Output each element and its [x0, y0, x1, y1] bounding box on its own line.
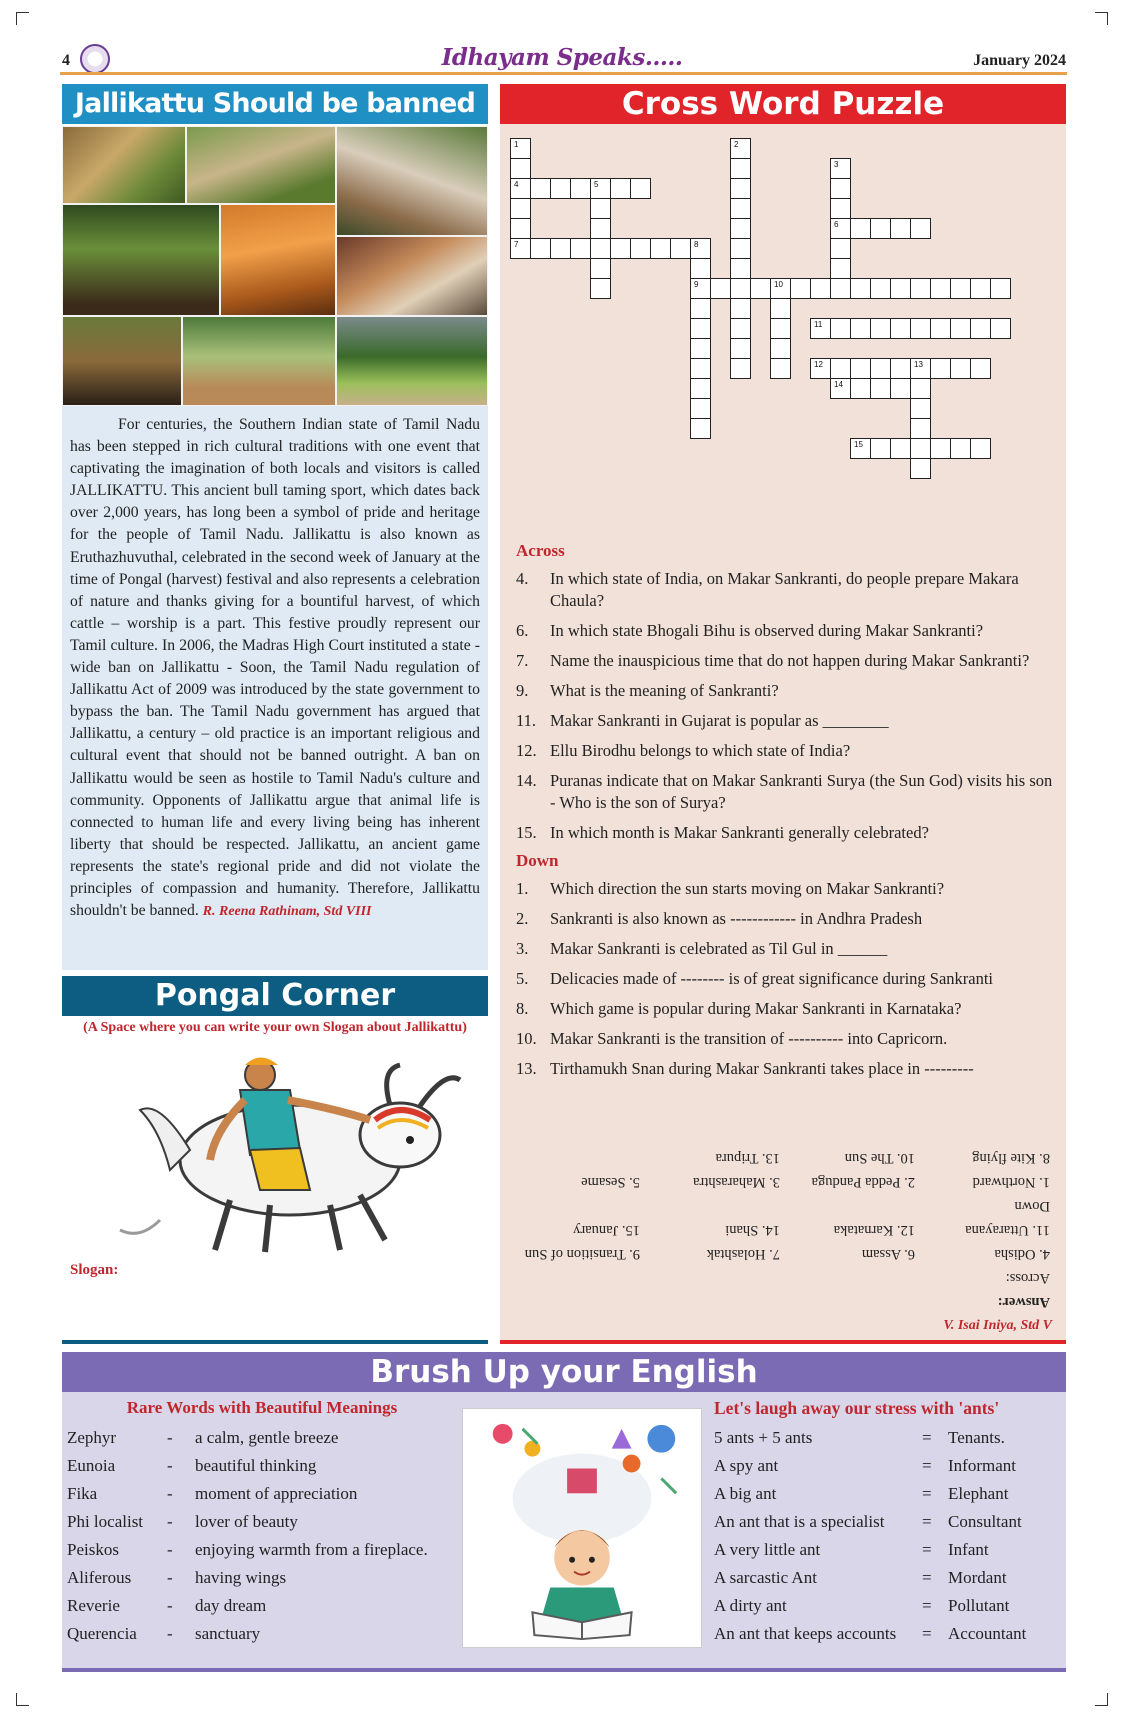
- answer-item: 5. Sesame: [581, 1174, 640, 1190]
- answer-item: 2. Pedda Panduga: [811, 1174, 915, 1190]
- down-clue: [516, 968, 1056, 990]
- equals-sign: =: [922, 1624, 932, 1643]
- answer-item: 11. Uttarayana: [965, 1222, 1050, 1238]
- rare-word: Peiskos: [67, 1540, 119, 1559]
- clue-number: 2.: [516, 909, 529, 928]
- rare-word: Zephyr: [67, 1428, 117, 1447]
- pongal-bottom-rule: [62, 1340, 488, 1344]
- answers-across-label: Across:: [1005, 1270, 1050, 1286]
- ant-answer: Pollutant: [948, 1596, 1010, 1615]
- answer-item: 13. Tripura: [715, 1150, 780, 1166]
- ant-answer: Elephant: [948, 1484, 1009, 1503]
- answers-across-row-1: [520, 1242, 1050, 1266]
- dash: -: [167, 1568, 173, 1587]
- clue-number: 12.: [516, 741, 537, 760]
- clue-number: 11.: [516, 711, 537, 730]
- answers-down-row-1: [520, 1170, 1050, 1194]
- crop-mark-top-left: [16, 12, 29, 25]
- crossword-cell-number: 7: [514, 240, 519, 249]
- ants-list: [714, 1424, 1064, 1648]
- jallikattu-title: Jallikattu Should be banned: [62, 84, 488, 124]
- down-clue: [516, 1058, 1056, 1080]
- jallikattu-photo-collage: [62, 126, 488, 406]
- across-clue: [516, 710, 1056, 732]
- rare-word-row: [67, 1452, 467, 1480]
- equals-sign: =: [922, 1428, 932, 1447]
- crossword-cell-number: 3: [834, 160, 839, 169]
- crossword-cell-number: 11: [814, 320, 823, 329]
- clue-number: 10.: [516, 1029, 537, 1048]
- ant-question: 5 ants + 5 ants: [714, 1428, 813, 1447]
- slogan-label: Slogan:: [70, 1262, 119, 1278]
- rare-word-meaning: sanctuary: [195, 1624, 261, 1643]
- rare-word: Eunoia: [67, 1456, 116, 1475]
- down-clue: [516, 908, 1056, 930]
- dash: -: [167, 1456, 173, 1475]
- rare-word: Reverie: [67, 1596, 120, 1615]
- equals-sign: =: [922, 1568, 932, 1587]
- ant-question: An ant that keeps accounts: [714, 1624, 897, 1643]
- ant-question: A dirty ant: [714, 1596, 787, 1615]
- crossword-cell-number: 14: [834, 380, 843, 389]
- equals-sign: =: [922, 1484, 932, 1503]
- answers-label: Answer:: [997, 1294, 1050, 1310]
- down-clue: [516, 1028, 1056, 1050]
- header-rule: [60, 72, 1067, 75]
- ant-joke-row: [714, 1424, 1064, 1452]
- crossword-cell-number: 9: [694, 280, 699, 289]
- rare-word-meaning: enjoying warmth from a fireplace.: [195, 1540, 428, 1559]
- crossword-title: Cross Word Puzzle: [500, 84, 1066, 124]
- crossword-cell-number: 12: [814, 360, 823, 369]
- rare-word-meaning: a calm, gentle breeze: [195, 1428, 339, 1447]
- rare-words-list: [67, 1424, 467, 1648]
- ant-answer: Informant: [948, 1456, 1016, 1475]
- across-clue-list: [516, 568, 1056, 844]
- rare-word-row: [67, 1592, 467, 1620]
- rare-word-row: [67, 1480, 467, 1508]
- down-clue: [516, 998, 1056, 1020]
- ant-joke-row: [714, 1508, 1064, 1536]
- equals-sign: =: [922, 1596, 932, 1615]
- crop-mark-bottom-left: [16, 1693, 29, 1706]
- across-clue: [516, 620, 1056, 642]
- across-clue: [516, 568, 1056, 612]
- rare-word-row: [67, 1508, 467, 1536]
- rare-word-row: [67, 1620, 467, 1648]
- photo-offerings: [62, 126, 186, 204]
- rare-word-meaning: day dream: [195, 1596, 267, 1615]
- english-bottom-rule: [62, 1668, 1066, 1672]
- clue-text: What is the meaning of Sankranti?: [550, 681, 779, 700]
- bull-tamer-illustration: [100, 1040, 470, 1260]
- photo-bull-white: [336, 126, 488, 236]
- boy-reading-illustration: [462, 1408, 702, 1648]
- dash: -: [167, 1596, 173, 1615]
- rare-word-row: [67, 1536, 467, 1564]
- answer-item: 1. Northward: [972, 1174, 1050, 1190]
- ants-title: Let's laugh away our stress with 'ants': [714, 1398, 1000, 1418]
- crossword-cell-number: 1: [514, 140, 519, 149]
- clue-number: 6.: [516, 621, 529, 640]
- ant-answer: Consultant: [948, 1512, 1022, 1531]
- answers-down-row-2: [520, 1146, 1050, 1170]
- answer-item: 10. The Sun: [844, 1150, 915, 1166]
- clue-number: 8.: [516, 999, 529, 1018]
- clue-text: Makar Sankranti is celebrated as Til Gul in ______: [550, 939, 888, 958]
- answer-item: 3. Maharashtra: [693, 1174, 780, 1190]
- ant-answer: Tenants.: [948, 1428, 1005, 1447]
- ant-joke-row: [714, 1452, 1064, 1480]
- issue-date: January 2024: [973, 52, 1066, 69]
- down-clue-list: [516, 878, 1056, 1080]
- crossword-cell-number: 8: [694, 240, 699, 249]
- jallikattu-author: R. Reena Rathinam, Std VIII: [202, 904, 372, 920]
- clue-number: 4.: [516, 569, 529, 588]
- ant-question: An ant that is a specialist: [714, 1512, 885, 1531]
- crop-mark-bottom-right: [1095, 1693, 1108, 1706]
- crossword-author: V. Isai Iniya, Std V: [943, 1318, 1052, 1333]
- answers-down-label: Down: [1014, 1198, 1050, 1214]
- ant-question: A sarcastic Ant: [714, 1568, 817, 1587]
- crossword-cell-number: 15: [854, 440, 863, 449]
- equals-sign: =: [922, 1512, 932, 1531]
- ant-question: A big ant: [714, 1484, 777, 1503]
- photo-bullock-race: [182, 316, 336, 406]
- crossword-cell-number: 2: [734, 140, 739, 149]
- dash: -: [167, 1540, 173, 1559]
- crossword-cell-number: 4: [514, 180, 519, 189]
- ant-joke-row: [714, 1536, 1064, 1564]
- rare-word: Aliferous: [67, 1568, 132, 1587]
- crossword-clues: [516, 540, 1056, 1088]
- ant-joke-row: [714, 1480, 1064, 1508]
- rare-word-row: [67, 1564, 467, 1592]
- clue-text: Which direction the sun starts moving on Makar Sankranti?: [550, 879, 945, 898]
- clue-text: Delicacies made of -------- is of great significance during Sankranti: [550, 969, 994, 988]
- answers-across-row-2: [520, 1218, 1050, 1242]
- down-clue: [516, 878, 1056, 900]
- ant-joke-row: [714, 1620, 1064, 1648]
- rare-word-meaning: moment of appreciation: [195, 1484, 358, 1503]
- photo-banana-leaf-feast: [336, 316, 488, 406]
- ant-question: A spy ant: [714, 1456, 779, 1475]
- photo-crowd-bull: [336, 236, 488, 316]
- across-heading: Across: [516, 541, 565, 560]
- page-number: 4: [62, 52, 70, 69]
- clue-number: 13.: [516, 1059, 537, 1078]
- ant-joke-row: [714, 1564, 1064, 1592]
- down-heading: Down: [516, 851, 559, 870]
- answer-item: 6. Assam: [861, 1246, 915, 1262]
- rare-word: Phi localist: [67, 1512, 144, 1531]
- clue-number: 3.: [516, 939, 529, 958]
- dash: -: [167, 1512, 173, 1531]
- down-clue: [516, 938, 1056, 960]
- clue-text: Makar Sankranti is the transition of ---------- into Capricorn.: [550, 1029, 948, 1048]
- rare-word: Fika: [67, 1484, 98, 1503]
- answer-item: 15. January: [573, 1222, 640, 1238]
- ant-joke-row: [714, 1592, 1064, 1620]
- crossword-cell-number: 13: [914, 360, 923, 369]
- clue-text: Puranas indicate that on Makar Sankranti Surya (the Sun God) visits his son - Who is the son of Surya?: [550, 771, 1053, 812]
- rare-word-meaning: lover of beauty: [195, 1512, 298, 1531]
- crop-mark-top-right: [1095, 12, 1108, 25]
- clue-number: 14.: [516, 771, 537, 790]
- ant-question: A very little ant: [714, 1540, 821, 1559]
- answer-item: 12. Karnataka: [833, 1222, 915, 1238]
- ant-answer: Infant: [948, 1540, 989, 1559]
- across-clue: [516, 680, 1056, 702]
- clue-text: Ellu Birodhu belongs to which state of India?: [550, 741, 851, 760]
- rare-word-meaning: beautiful thinking: [195, 1456, 317, 1475]
- photo-bull-taming: [62, 316, 182, 406]
- crossword-answers-upside-down: [520, 1138, 1050, 1314]
- clue-text: In which month is Makar Sankranti generally celebrated?: [550, 823, 929, 842]
- clue-text: In which state of India, on Makar Sankranti, do people prepare Makara Chaula?: [550, 569, 1019, 610]
- ant-answer: Accountant: [948, 1624, 1027, 1643]
- equals-sign: =: [922, 1456, 932, 1475]
- rare-word-meaning: having wings: [195, 1568, 287, 1587]
- dash: -: [167, 1484, 173, 1503]
- across-clue: [516, 822, 1056, 844]
- clue-text: In which state Bhogali Bihu is observed during Makar Sankranti?: [550, 621, 984, 640]
- rare-word: Querencia: [67, 1624, 137, 1643]
- rare-word-row: [67, 1424, 467, 1452]
- pongal-corner-title: Pongal Corner: [62, 976, 488, 1016]
- clue-text: Makar Sankranti in Gujarat is popular as ________: [550, 711, 889, 730]
- clue-number: 15.: [516, 823, 537, 842]
- answer-item: 9. Transition of Sun: [524, 1246, 640, 1262]
- clue-number: 9.: [516, 681, 529, 700]
- clue-text: Tirthamukh Snan during Makar Sankranti takes place in ---------: [550, 1059, 974, 1078]
- dash: -: [167, 1428, 173, 1447]
- masthead-title: Idhayam Speaks.....: [441, 44, 683, 71]
- crossword-cell-number: 10: [774, 280, 783, 289]
- crossword-bottom-rule: [500, 1340, 1066, 1344]
- equals-sign: =: [922, 1540, 932, 1559]
- jallikattu-article-text: [70, 414, 480, 923]
- photo-pongal-pot: [186, 126, 336, 204]
- dash: -: [167, 1624, 173, 1643]
- ant-answer: Mordant: [948, 1568, 1007, 1587]
- crossword-cell-number: 5: [594, 180, 599, 189]
- pongal-corner-subtitle: (A Space where you can write your own Slogan about Jallikattu): [83, 1020, 467, 1035]
- clue-number: 7.: [516, 651, 529, 670]
- across-clue: [516, 770, 1056, 814]
- photo-sugarcane: [62, 204, 220, 316]
- answer-item: 4. Odisha: [994, 1246, 1050, 1262]
- clue-number: 1.: [516, 879, 529, 898]
- crossword-cell-number: 6: [834, 220, 839, 229]
- photo-decorated-bull: [220, 204, 336, 316]
- answer-item: 8. Kite flying: [972, 1150, 1050, 1166]
- across-clue: [516, 740, 1056, 762]
- answer-item: 14. Shani: [725, 1222, 780, 1238]
- rare-words-title: Rare Words with Beautiful Meanings: [126, 1398, 398, 1417]
- clue-text: Name the inauspicious time that do not happen during Makar Sankranti?: [550, 651, 1030, 670]
- across-clue: [516, 650, 1056, 672]
- clue-text: Sankranti is also known as ------------ in Andhra Pradesh: [550, 909, 923, 928]
- answer-item: 7. Holashtak: [706, 1246, 780, 1262]
- jallikattu-body: For centuries, the Southern Indian state of Tamil Nadu has been stepped in rich cultural traditions with one event that captivating the imagination of both locals and visitors is called JALLIKATTU. This ancient bull taming sport, which dates back over 2,000 years, has long been a symbol of pride and heritage for the people of Tamil Nadu. Jallikattu is also known as Eruthazhuvuthal, celebrated in the second week of January at the time of Pongal (harvest) festival and also represents a celebration of nature and thanks giving for a bountiful harvest, of which cattle – worship is a part. This festive proudly represent our Tamil culture. In 2006, the Madras High Court instituted a state - wide ban on Jallikattu - Soon, the Tamil Nadu regulation of Jallikattu Act of 2009 was introduced by the state government to bypass the ban. The Tamil Nadu government has argued that Jallikattu, a century – old practice is an important religious and cultural event that should not be banned outright. A ban on Jallikattu would be seen as hostile to Tamil Nadu's culture and community. Opponents of Jallikattu argue that animal life is connected to human life and every living being has inherent liberty that should be respected. Jallikattu, an ancient game represents the state's regional pride and did not violate the principles of compassion and humanity. Therefore, Jallikattu shouldn't be banned.: [70, 416, 480, 920]
- english-section-title: Brush Up your English: [62, 1352, 1066, 1392]
- clue-number: 5.: [516, 969, 529, 988]
- clue-text: Which game is popular during Makar Sankranti in Karnataka?: [550, 999, 962, 1018]
